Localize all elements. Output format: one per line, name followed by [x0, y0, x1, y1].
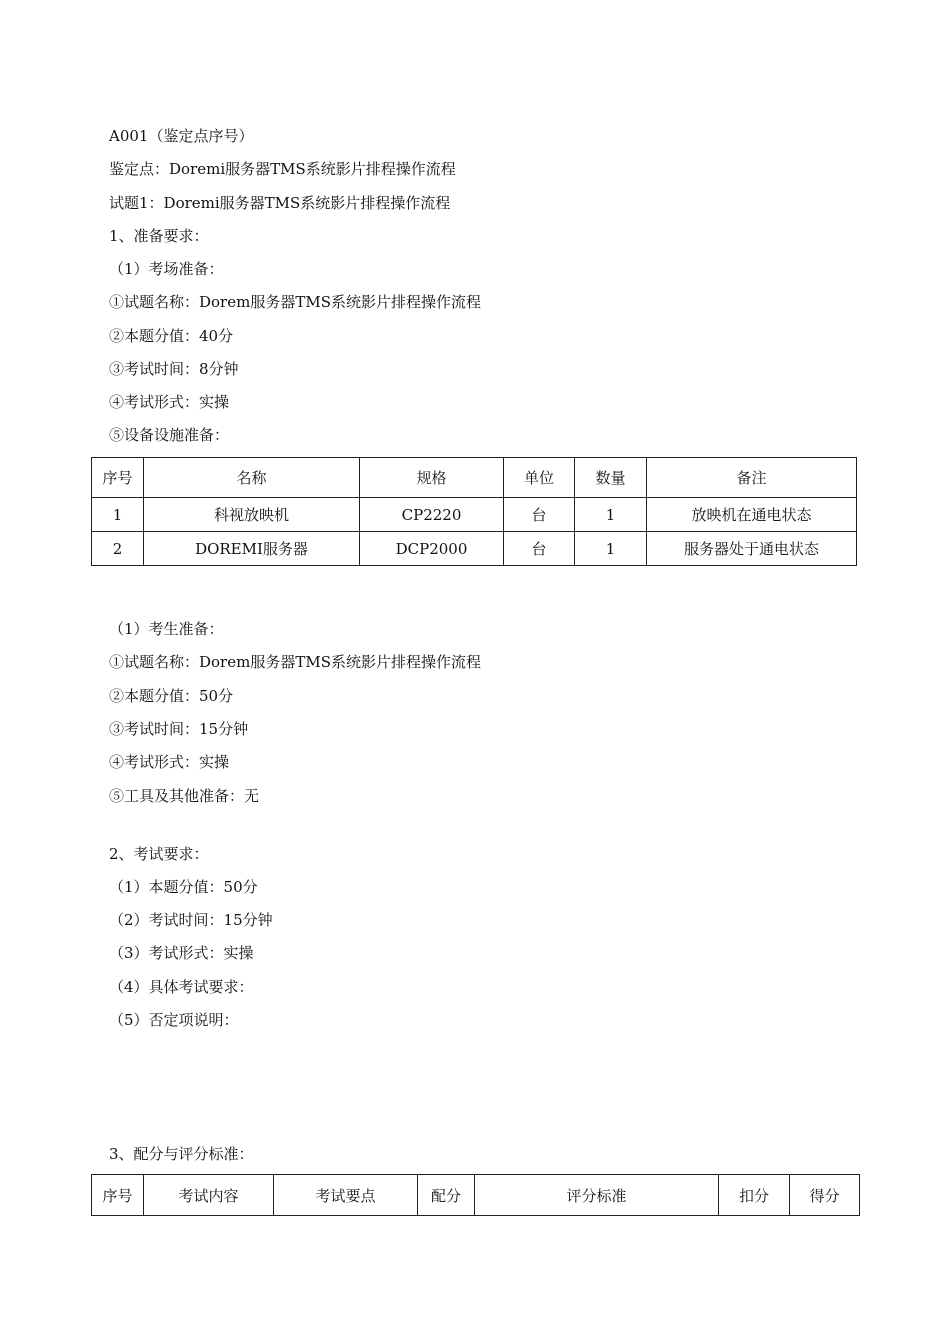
section2-title: 2、考试要求： [109, 845, 209, 863]
candidate-item: ②本题分值：50分 [109, 687, 234, 705]
table-cell: 台 [504, 532, 575, 566]
table-cell: DOREMI服务器 [144, 532, 360, 566]
table-cell: 1 [575, 532, 647, 566]
candidate-item: ⑤工具及其他准备：无 [109, 787, 260, 805]
venue-item: ③考试时间：8分钟 [109, 360, 239, 378]
identification-point: 鉴定点：Doremi服务器TMS系统影片排程操作流程 [109, 160, 456, 178]
section1-title: 1、准备要求： [109, 227, 209, 245]
equipment-table [91, 457, 857, 566]
section3-title: 3、配分与评分标准： [109, 1145, 254, 1163]
table-header-row [92, 458, 857, 498]
table-cell: 科视放映机 [144, 498, 360, 532]
venue-item: ⑤设备设施准备： [109, 426, 230, 444]
header-cell: 单位 [504, 458, 575, 498]
table-header-row [92, 1175, 860, 1216]
table-cell: 1 [92, 498, 144, 532]
header-cell: 数量 [575, 458, 647, 498]
candidate-prep-title: （1）考生准备： [109, 620, 224, 638]
header-cell: 名称 [144, 458, 360, 498]
exam-requirement-item: （2）考试时间：15分钟 [109, 911, 273, 929]
exam-requirement-item: （3）考试形式：实操 [109, 944, 254, 962]
exam-requirement-item: （4）具体考试要求： [109, 978, 254, 996]
candidate-item: ①试题名称：Dorem服务器TMS系统影片排程操作流程 [109, 653, 481, 671]
identification-code: A001（鉴定点序号） [109, 127, 254, 145]
venue-prep-title: （1）考场准备： [109, 260, 224, 278]
table-cell: 服务器处于通电状态 [647, 532, 857, 566]
scoring-table [91, 1174, 860, 1216]
header-cell: 扣分 [719, 1175, 790, 1216]
question-title: 试题1：Doremi服务器TMS系统影片排程操作流程 [109, 194, 451, 212]
exam-requirement-item: （1）本题分值：50分 [109, 878, 258, 896]
header-cell: 序号 [92, 458, 144, 498]
table-cell: CP2220 [360, 498, 504, 532]
table-row [92, 532, 857, 566]
header-cell: 评分标准 [475, 1175, 719, 1216]
table-cell: DCP2000 [360, 532, 504, 566]
venue-item: ②本题分值：40分 [109, 327, 234, 345]
table-cell: 台 [504, 498, 575, 532]
header-cell: 规格 [360, 458, 504, 498]
candidate-item: ④考试形式：实操 [109, 753, 230, 771]
header-cell: 考试内容 [144, 1175, 274, 1216]
table-cell: 1 [575, 498, 647, 532]
venue-item: ④考试形式：实操 [109, 393, 230, 411]
header-cell: 得分 [790, 1175, 860, 1216]
candidate-item: ③考试时间：15分钟 [109, 720, 249, 738]
exam-requirement-item: （5）否定项说明： [109, 1011, 239, 1029]
table-cell: 2 [92, 532, 144, 566]
table-cell: 放映机在通电状态 [647, 498, 857, 532]
table-row [92, 498, 857, 532]
header-cell: 序号 [92, 1175, 144, 1216]
header-cell: 考试要点 [274, 1175, 418, 1216]
header-cell: 配分 [418, 1175, 475, 1216]
venue-item: ①试题名称：Dorem服务器TMS系统影片排程操作流程 [109, 293, 481, 311]
header-cell: 备注 [647, 458, 857, 498]
